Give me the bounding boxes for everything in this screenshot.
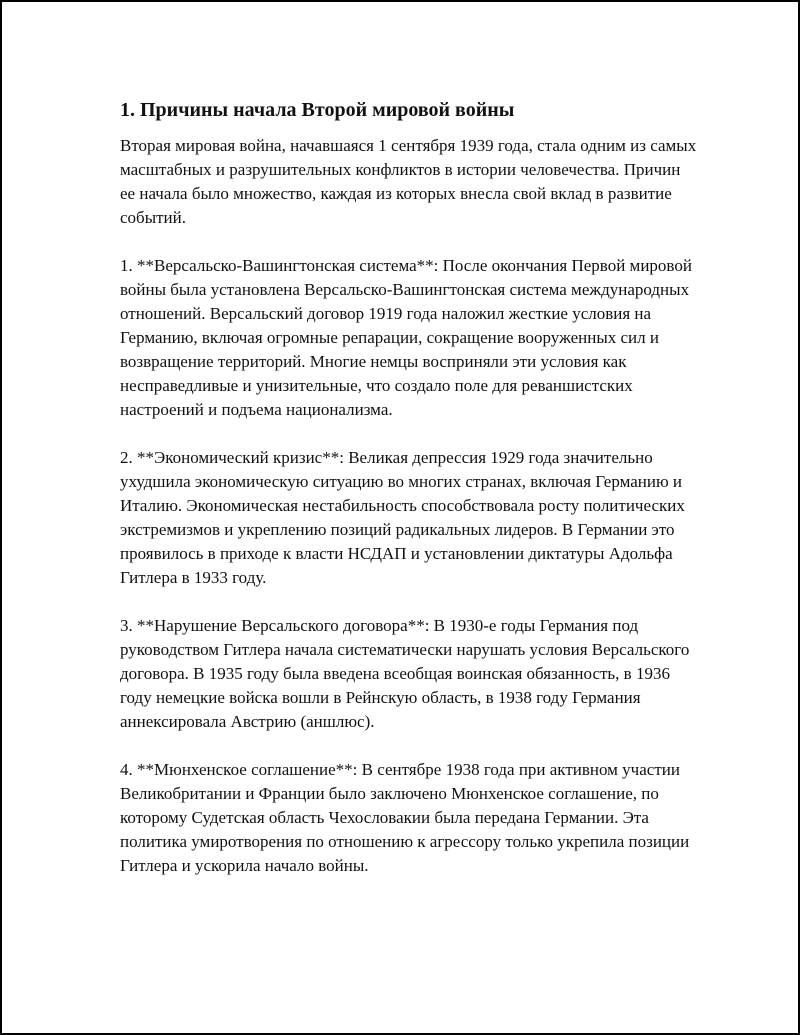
section-heading: 1. Причины начала Второй мировой войны xyxy=(120,99,515,121)
intro-paragraph: Вторая мировая война, начавшаяся 1 сентября 1939 года, стала одним из самых масштабных и разрушительных конфликтов в истории человечества. Причин ее начала было множество, каждая из которых внесла свой вклад в развитие событий. xyxy=(120,136,697,227)
document-body xyxy=(120,97,698,902)
paragraph-munich-agreement: 4. **Мюнхенское соглашение**: В сентябре 1938 года при активном участии Великобритании и Франции было заключено Мюнхенское соглашение, по которому Судетская область Чехословакии была передана Германии. Эта политика умиротворения по отношению к агрессору только укрепила позиции Гитлера и ускорила начало войны. xyxy=(120,760,690,875)
paragraph-economic-crisis: 2. **Экономический кризис**: Великая депрессия 1929 года значительно ухудшила экономическую ситуацию во многих странах, включая Германию и Италию. Экономическая нестабильность способствовала росту политических экстремизмов и укреплению позиций радикальных лидеров. В Германии это проявилось в приходе к власти НСДАП и установлении диктатуры Адольфа Гитлера в 1933 году. xyxy=(120,448,685,587)
paragraph-versailles-system: 1. **Версальско-Вашингтонская система**: После окончания Первой мировой войны была установлена Версальско-Вашингтонская система международных отношений. Версальский договор 1919 года наложил жесткие условия на Германию, включая огромные репарации, сокращение вооруженных сил и возвращение территорий. Многие немцы восприняли эти условия как несправедливые и унизительные, что создало поле для реваншистских настроений и подъема национализма. xyxy=(120,256,692,419)
paragraph-treaty-violation: 3. **Нарушение Версальского договора**: В 1930-е годы Германия под руководством Гитлера начала систематически нарушать условия Версальского договора. В 1935 году была введена всеобщая воинская обязанность, в 1936 году немецкие войска вошли в Рейнскую область, в 1938 году Германия аннексировала Австрию (аншлюс). xyxy=(120,616,690,731)
